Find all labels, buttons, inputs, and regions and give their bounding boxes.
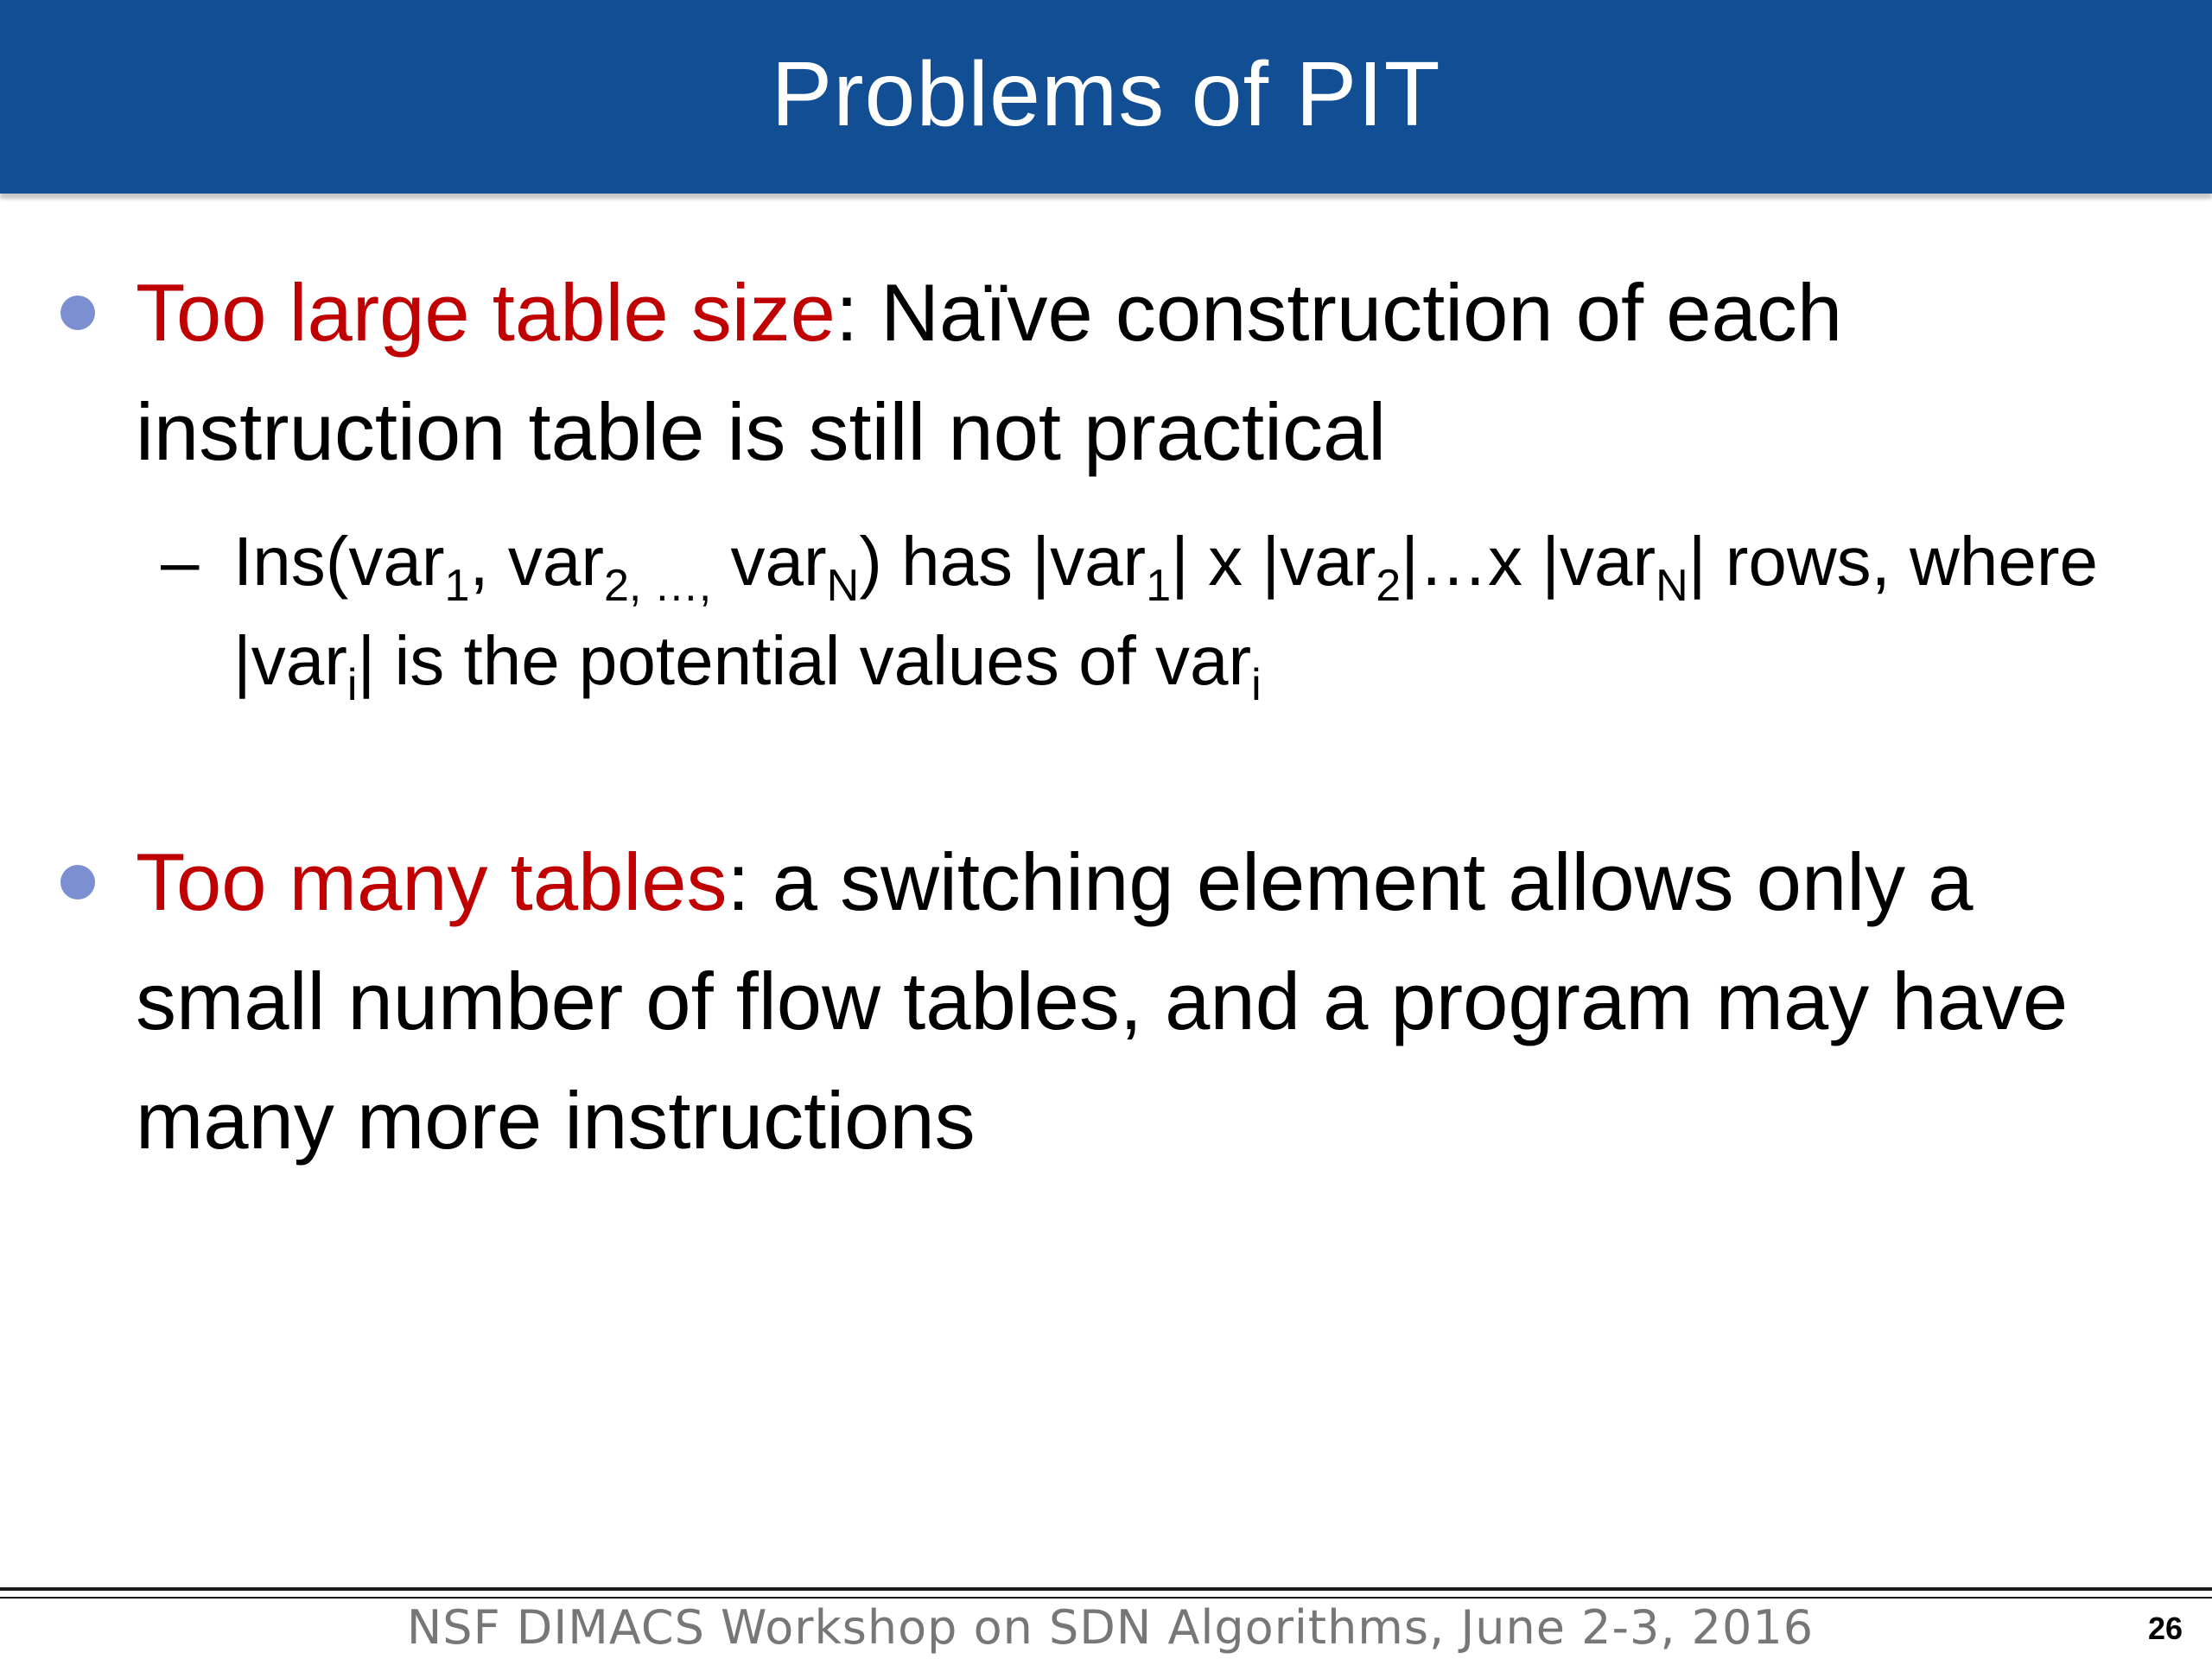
bullet-table-size [136,253,2140,492]
bullet-text: : a switching element allows only a small number of flow tables, and a program may have many more instructions [136,836,2069,1166]
subscript: N [826,561,860,611]
subscript: i [346,660,358,710]
subscript: 1 [1146,561,1172,611]
sub-text: , var [469,523,605,600]
sub-text: var [711,523,827,600]
bullet-highlight: Too many tables [136,836,728,927]
subscript: N [1656,561,1688,611]
bullet-many-tables [136,823,2140,1180]
bullet-dot [60,865,95,899]
sub-text: ) has |var [859,523,1147,600]
bullet-text: : Naïve construction of each instruction table is still not practical [136,267,1843,477]
bullet-highlight: Too large table size [136,267,836,358]
sub-text: | x |var [1171,523,1376,600]
sub-bullet-dash: – [161,523,200,600]
sub-text: | is the potential values of var [357,622,1252,699]
sub-bullet-rows [233,512,2134,710]
footer-divider [0,1597,2212,1599]
page-number: 26 [2147,1611,2183,1646]
sub-text: |…x |var [1401,523,1656,600]
bullet-dot [60,296,95,330]
footer-divider [0,1587,2212,1591]
slide-title: Problems of PIT [771,42,1441,145]
footer-text: NSF DIMACS Workshop on SDN Algorithms, June 2-3, 2016 [406,1600,1815,1655]
subscript: 2, …, [604,561,712,611]
subscript: 1 [444,561,470,611]
subscript: i [1251,660,1262,710]
subscript: 2 [1376,561,1402,611]
sub-text: Ins(var [233,523,445,600]
sub-text: | rows, where |var [233,523,2098,699]
title-bar [0,0,2212,194]
